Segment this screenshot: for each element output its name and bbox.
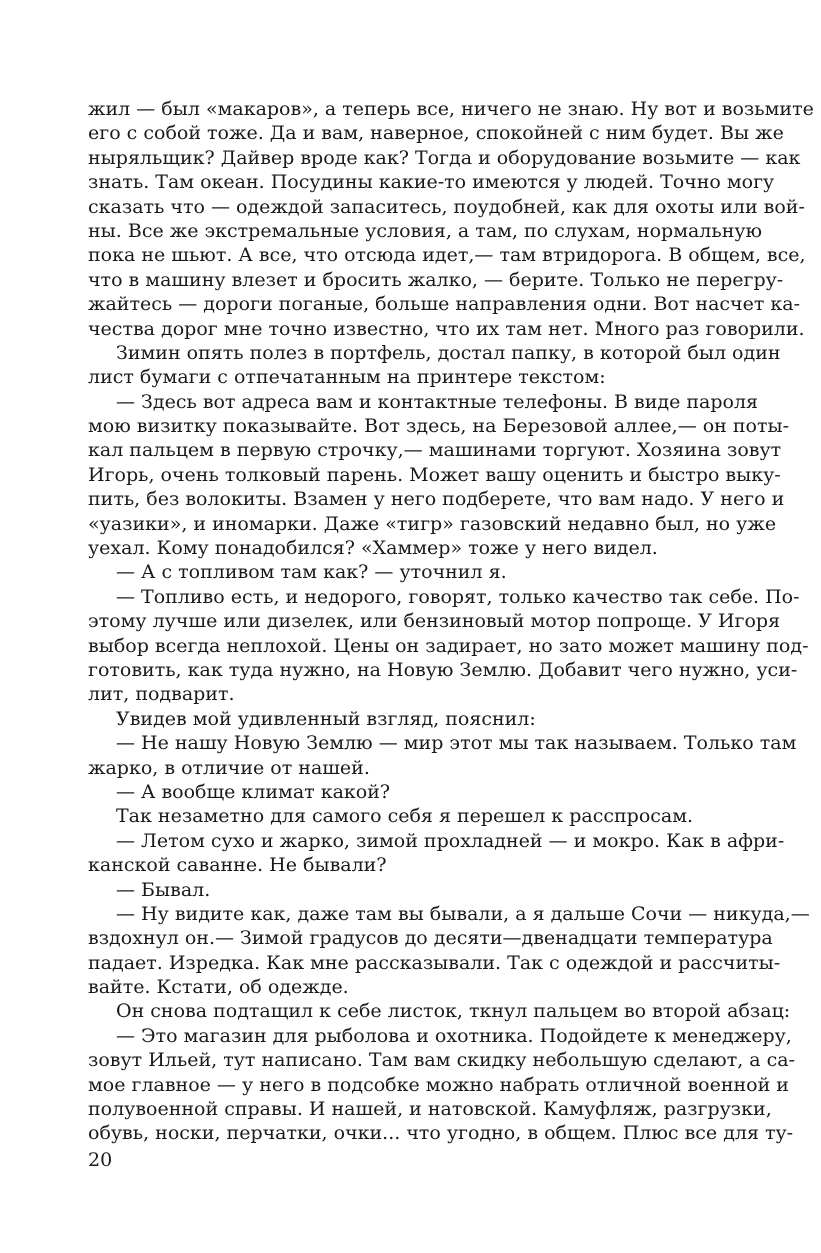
- text-line: лист бумаги с отпечатанным на принтере текстом:: [88, 366, 606, 389]
- text-line: вздохнул он.— Зимой градусов до десяти—двенадцати температура: [88, 927, 773, 950]
- text-line: этому лучше или дизелек, или бензиновый мотор попроще. У Игоря: [88, 610, 781, 633]
- text-line: Игорь, очень толковый парень. Может вашу оценить и быстро выку-: [88, 463, 781, 486]
- text-line: чества дорог мне точно известно, что их там нет. Много раз говорили.: [88, 317, 805, 340]
- text-line: пока не шьют. А все, что отсюда идет,— там втридорога. В общем, все,: [88, 244, 806, 267]
- text-line: жайтесь — дороги поганые, больше направления одни. Вот насчет ка-: [88, 293, 801, 316]
- text-line: вайте. Кстати, об одежде.: [88, 976, 349, 999]
- text-line: сказать что — одеждой запаситесь, поудобней, как для охоты или вой-: [88, 195, 805, 218]
- text-line: — Ну видите как, даже там вы бывали, а я дальше Сочи — никуда,—: [116, 902, 810, 925]
- text-line: — А вообще климат какой?: [116, 780, 391, 803]
- text-line: — Летом сухо и жарко, зимой прохладней — и мокро. Как в афри-: [116, 829, 785, 852]
- text-line: — Это магазин для рыболова и охотника. Подойдете к менеджеру,: [116, 1024, 792, 1047]
- text-line: выбор всегда неплохой. Цены он задирает, но зато может машину под-: [88, 634, 809, 657]
- text-line: кал пальцем в первую строчку,— машинами торгуют. Хозяина зовут: [88, 439, 782, 462]
- text-line: — Не нашу Новую Землю — мир этот мы так называем. Только там: [116, 732, 797, 755]
- text-line: зовут Ильей, тут написано. Там вам скидку небольшую сделают, а са-: [88, 1049, 796, 1072]
- text-line: что в машину влезет и бросить жалко, — берите. Только не перегру-: [88, 268, 784, 291]
- page-number: 20: [88, 1149, 113, 1171]
- text-line: Так незаметно для самого себя я перешел к расспросам.: [116, 805, 694, 828]
- text-line: жарко, в отличие от нашей.: [88, 756, 370, 779]
- text-line: лит, подварит.: [88, 683, 235, 706]
- text-line: пить, без волокиты. Взамен у него подберете, что вам надо. У него и: [88, 488, 785, 511]
- text-line: знать. Там океан. Посудины какие-то имеются у людей. Точно могу: [88, 171, 775, 194]
- text-line: «уазики», и иномарки. Даже «тигр» газовский недавно был, но уже: [88, 512, 777, 535]
- text-line: падает. Изредка. Как мне рассказывали. Так с одеждой и рассчиты-: [88, 951, 781, 974]
- body-text: [88, 97, 814, 1146]
- text-line: Увидев мой удивленный взгляд, пояснил:: [116, 707, 536, 730]
- text-line: готовить, как туда нужно, на Новую Землю. Добавит чего нужно, уси-: [88, 658, 798, 681]
- text-line: мое главное — у него в подсобке можно набрать отличной военной и: [88, 1073, 789, 1096]
- text-line: мою визитку показывайте. Вот здесь, на Березовой аллее,— он поты-: [88, 415, 790, 438]
- text-line: Он снова подтащил к себе листок, ткнул пальцем во второй абзац:: [116, 1000, 791, 1023]
- text-line: ны. Все же экстремальные условия, а там, по слухам, нормальную: [88, 219, 763, 242]
- text-line: Зимин опять полез в портфель, достал папку, в которой был один: [116, 341, 781, 364]
- text-line: — А с топливом там как? — уточнил я.: [116, 561, 507, 584]
- text-line: жил — был «макаров», а теперь все, ничего не знаю. Ну вот и возьмите: [88, 98, 814, 120]
- text-line: — Здесь вот адреса вам и контактные телефоны. В виде пароля: [116, 390, 759, 413]
- text-line: канской саванне. Не бывали?: [88, 854, 387, 877]
- text-line: его с собой тоже. Да и вам, наверное, спокойней с ним будет. Вы же: [88, 122, 784, 145]
- text-line: полувоенной справы. И нашей, и натовской. Камуфляж, разгрузки,: [88, 1098, 772, 1121]
- text-line: уехал. Кому понадобился? «Хаммер» тоже у него видел.: [88, 537, 658, 560]
- text-line: — Бывал.: [116, 878, 211, 901]
- text-line: ныряльщик? Дайвер вроде как? Тогда и оборудование возьмите — как: [88, 146, 801, 169]
- text-line: — Топливо есть, и недорого, говорят, только качество так себе. По-: [116, 585, 800, 608]
- text-line: обувь, носки, перчатки, очки... что угодно, в общем. Плюс все для ту-: [88, 1122, 794, 1145]
